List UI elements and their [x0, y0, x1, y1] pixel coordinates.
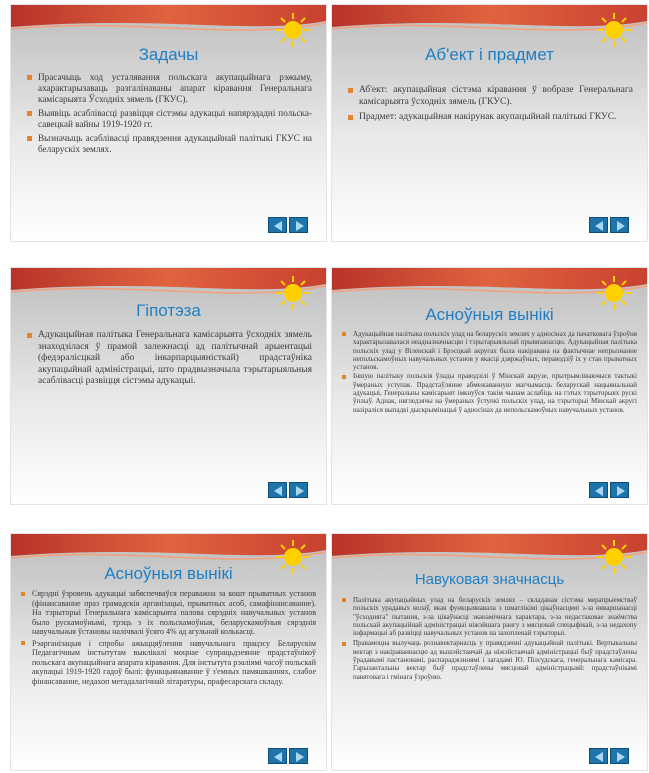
slide-3 [11, 268, 326, 504]
prev-button[interactable] [268, 748, 287, 764]
bullet-item: Рэарганізацыя і спробы ажыццяўлення навучальнага працэсу Беларускім Педагагічным інстытутам выклікалі моцнае супрацьдзеянне прадстаўнікоў польскага акупацыйнага апарата кіравання. Для інстытута рэаліямі часоў польскай акупацыі 1919-1920 гадоў былі: функцыянаванне ў з'емных памяшканнях, слабое фінансаванне, недахоп метадалагічнай літаратуры, прафесарскага складу. [21, 639, 316, 687]
slide-body [27, 72, 312, 155]
slide-title: Навуковая значнасць [414, 571, 565, 588]
bullet-marker [27, 111, 32, 116]
bullet-item: Выявіць асаблівасці развіцця сістэмы адукацыі напярэдадні польска-савецкай вайны 1919-1920 гг. [27, 108, 312, 130]
slide-title: Асноўныя вынікі [425, 305, 554, 324]
next-button[interactable] [289, 748, 308, 764]
slide-nav [589, 217, 629, 233]
next-button[interactable] [289, 217, 308, 233]
next-button[interactable] [610, 482, 629, 498]
bullet-marker [348, 88, 353, 93]
bullet-marker [27, 75, 32, 80]
slide-5 [11, 534, 326, 770]
bullet-marker [342, 598, 346, 602]
bullet-item: Аб'ект: акупацыйная сістэма кіравання ў вобразе Генеральнага камісарыята ўсходніх зямель (ГКУС). [348, 85, 633, 108]
bullet-item: Іншую палітыку польскія ўлады праводзілі ў Мінскай акрузе, прытрымліваючыся тактыкі ўмераных уступак. Прадстаўлянне абмежаванную магчымасць беларускай нацыянальнай адукацыі, Генеральны камісарыят імкнуўся такім чынам аслабіць на гэтых тэрыторыях рускі ўплыў. Аднак, нягледзячы на ўмераных ўступкі польскіх улад, на тэрыторыі Мінскай акругі назіраліся выпадкі дыскрымінацыі ў адносінах да непольскамоўных навучальных установ. [342, 372, 637, 413]
bullet-item: Прадмет: адукацыйная накірунак акупацыйнай палітыкі ГКУС. [348, 112, 633, 124]
bullet-marker [27, 136, 32, 141]
sun-icon [276, 13, 310, 47]
arrow-right-icon [611, 749, 630, 765]
slide-nav [268, 217, 308, 233]
next-button[interactable] [610, 748, 629, 764]
sun-icon [597, 540, 631, 574]
arrow-left-icon [269, 218, 288, 234]
prev-button[interactable] [589, 217, 608, 233]
bullet-item: Палітыка акупацыйных улад на беларускіх землях – складаная сістэма мерапрыемстваў польскіх урадавых колаў, якая функцыянавала з шматлікімі цікаўнасцямі з-за няваршанасці "ўсходняга" пытання, з-за цікаўнасці эканамічнага характара, з-за недастаковае знаёмства польскай акупацыйнай адміністрацыі ніжэйшага рангу з мясцовай спецыфікай, з-за недахопу інфармацыі аб развіцці навучальных установ на захопленай тэрыторыі. [342, 596, 637, 637]
bullet-item: Прасачыць ход усталявання польскага акупацыйнага рэжыму, ахарактарызаваць разгалінаваны апарат кіравання Генеральнага камісарыята Ўсходніх зямель (ГКУС). [27, 72, 312, 105]
prev-button[interactable] [589, 482, 608, 498]
arrow-left-icon [590, 749, 609, 765]
slide-body [348, 85, 633, 124]
arrow-left-icon [590, 218, 609, 234]
arrow-right-icon [611, 218, 630, 234]
bullet-marker [342, 642, 346, 646]
slide-body [21, 589, 316, 686]
slide-1 [11, 5, 326, 241]
prev-button[interactable] [268, 482, 287, 498]
arrow-right-icon [611, 483, 630, 499]
slide-body [27, 330, 312, 388]
arrow-right-icon [290, 483, 309, 499]
slide-body [342, 330, 637, 414]
slide-title: Задачы [138, 45, 199, 64]
arrow-right-icon [290, 749, 309, 765]
arrow-left-icon [269, 483, 288, 499]
bullet-marker [21, 641, 25, 645]
bullet-item: Вызначыць асаблівасці правядзення адукацыйнай палітыкі ГКУС на беларускіх землях. [27, 133, 312, 155]
slide-title: Аб'ект і прадмет [425, 45, 554, 64]
slide-4 [332, 268, 647, 504]
bullet-item: Адукацыйная палітыка польскіх улад на беларускіх землях у адносінах да пачатковага ўзроўня характарызавалася неадназначнасцю і тэрытарыяльнай прывязанасцю. Адукацыйная палітыка польскіх улад у Віленскай і Брэсцкай акругах была накіравана на фактычнае непрызнанне непольскамоўных навучальных установ у якасці дзяржаўных, пераводзіў іх у стан прыватных установ. [342, 330, 637, 371]
slide-nav [268, 748, 308, 764]
slide-title: Асноўныя вынікі [104, 564, 233, 583]
slide-title: Гіпотэза [136, 301, 201, 320]
bullet-marker [21, 592, 25, 596]
slide-body [342, 596, 637, 681]
bullet-marker [342, 375, 346, 379]
slide-nav [589, 482, 629, 498]
slide-nav [589, 748, 629, 764]
arrow-left-icon [269, 749, 288, 765]
sun-icon [597, 13, 631, 47]
bullet-item: Сярэдні ўзровень адукацыі забяспечваўся пераважна за кошт прыватных установ (фінансаванне праз грамадскія арганізацыі, прыватных асоб, самафінансаванне). На тэрыторыі Генеральнага камісарыята палова сярэдніх навучальных установ было рускамоўнымі, трэць з іх польскамоўныя, беларускамоўныя сярэднія навучальныя ўстановы налічвалі ўсяго 4% ад агульнай колькасці. [21, 589, 316, 637]
next-button[interactable] [289, 482, 308, 498]
prev-button[interactable] [268, 217, 287, 233]
bullet-marker [342, 332, 346, 336]
bullet-item: Адукацыйная палітыка Генеральнага камісарыята ўсходніх зямель знаходзілася ў прамой залежнасці ад палітычнай арыентацыі (федэралісцкай або інкарпарцыяністкай) прадстаўніка акупацыйнай адміністрацыі, што прадвызначыла тэрытарыяльныя асаблівасці развіцця сістэмы адукацыі. [27, 330, 312, 388]
slide-nav [268, 482, 308, 498]
prev-button[interactable] [589, 748, 608, 764]
slide-2 [332, 5, 647, 241]
next-button[interactable] [610, 217, 629, 233]
bullet-item: Правамоцна вылучаць рознавектарнасць у правядзенні адукацыйнай палітыкі. Вертыкальны вектар з накіраваннасцю ад вышэйстаячай да ніжэйстаячай адміністрацыі быў прадстаўлены ўрадавымі пастановамі, распараджэннямі і загадамі Ю. Пілсудскага, генеральнага камісара. Гарызантальны вектар быў прадстаўлены мясцовай адміністрацыяй: прадстаўнікамі павятовага і гмінага ўзроўню. [342, 639, 637, 680]
arrow-right-icon [290, 218, 309, 234]
bullet-marker [348, 115, 353, 120]
bullet-marker [27, 333, 32, 338]
slide-6 [332, 534, 647, 770]
arrow-left-icon [590, 483, 609, 499]
